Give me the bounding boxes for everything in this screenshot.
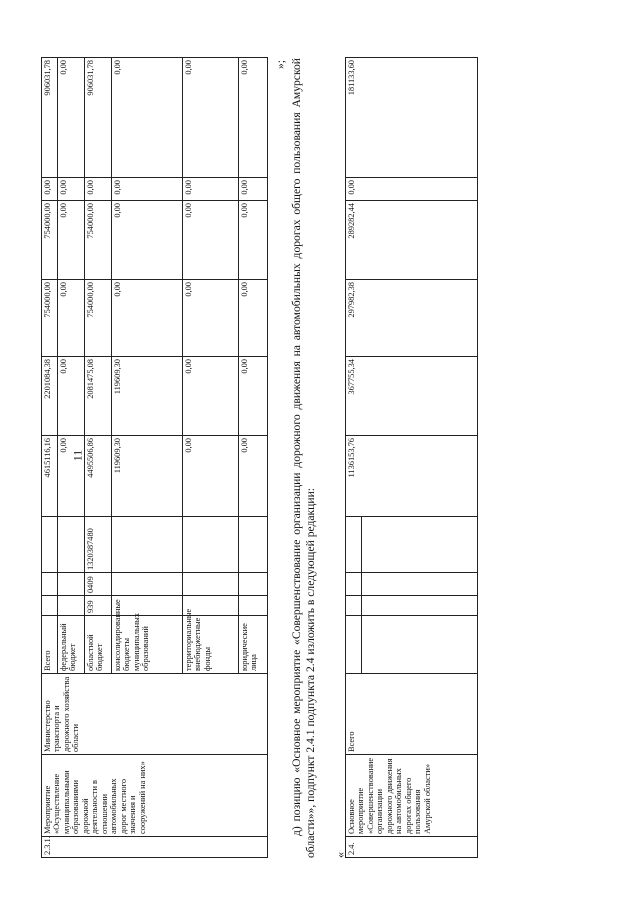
source-cell: федеральный бюджет	[58, 615, 85, 673]
value-cell: 367755,34	[346, 356, 478, 435]
budget-table-2-4	[345, 57, 478, 858]
value-cell: 0,00	[58, 435, 85, 516]
value-cell: 906031,78	[42, 57, 58, 177]
value-cell: 0,00	[239, 435, 268, 516]
value-cell: 0,00	[58, 356, 85, 435]
table-row	[346, 57, 362, 857]
value-cell: 0,00	[58, 57, 85, 177]
source-cell: Всего	[42, 615, 58, 673]
source-cell: консолидированные бюджеты муниципальных образований	[112, 615, 183, 673]
csr-cell	[58, 516, 85, 572]
value-cell: 0,00	[239, 57, 268, 177]
value-cell: 0,00	[183, 356, 239, 435]
opening-quote: «	[333, 851, 347, 858]
value-cell: 0,00	[183, 57, 239, 177]
amendment-text: д) позицию «Основное мероприятие «Совершенствование организации дорожного движения на автомобильных дорогах общего пользования Амурской области»», подпункт 2.4.1 подпункта 2.4 изложить в следующей редакции:	[290, 57, 318, 858]
value-cell: 0,00	[112, 57, 183, 177]
value-cell: 754000,00	[85, 279, 112, 356]
value-cell: 0,00	[346, 177, 478, 200]
value-cell: 0,00	[183, 200, 239, 279]
measure-name: Мероприятие «Осуществление муниципальными образованиями дорожной деятельности в отношении автомобильных дорог местного значения и сооружений на них»	[42, 754, 268, 836]
budget-table-2-3-1	[41, 57, 268, 858]
grbs-cell	[58, 595, 85, 615]
value-cell: 4495506,86	[85, 435, 112, 516]
document-sheet	[40, 33, 600, 873]
rz-cell	[58, 572, 85, 595]
amendment-paragraph	[274, 57, 319, 858]
value-cell: 119609,30	[112, 435, 183, 516]
value-cell: 2201084,38	[42, 356, 58, 435]
source-cell: областной бюджет	[85, 615, 112, 673]
value-cell: 0,00	[183, 435, 239, 516]
value-cell: 754000,00	[42, 279, 58, 356]
table-row	[42, 57, 58, 857]
value-cell: 0,00	[239, 356, 268, 435]
value-cell: 0,00	[112, 177, 183, 200]
value-cell: 181133,60	[346, 57, 478, 177]
grbs-cell	[42, 595, 58, 615]
value-cell: 754000,00	[85, 200, 112, 279]
value-cell: 0,00	[58, 200, 85, 279]
executor-name: Министерство транспорта и дорожного хозяйства области	[42, 673, 268, 754]
value-cell: 0,00	[239, 177, 268, 200]
closing-quote: »;	[274, 59, 287, 69]
grbs-cell: 939	[85, 595, 112, 615]
value-cell: 906031,78	[85, 57, 112, 177]
source-cell: юридические лица	[239, 615, 268, 673]
rz-cell: 0409	[85, 572, 112, 595]
csr-cell	[112, 516, 183, 572]
value-cell: 0,00	[58, 177, 85, 200]
rz-cell	[42, 572, 58, 595]
csr-cell	[42, 516, 58, 572]
value-cell: 297982,38	[346, 279, 478, 356]
page-number: 11	[70, 449, 85, 462]
row-number: 2.3.1.	[42, 836, 268, 857]
value-cell: 0,00	[239, 279, 268, 356]
value-cell: 0,00	[183, 177, 239, 200]
value-cell: 0,00	[112, 279, 183, 356]
grbs-cell	[239, 595, 268, 615]
value-cell: 119609,30	[112, 356, 183, 435]
value-cell: 754000,00	[42, 200, 58, 279]
csr-cell	[183, 516, 239, 572]
source-cell: территориальные внебюджетные фонды	[183, 615, 239, 673]
source-cell: Всего	[346, 673, 478, 754]
row-number: 2.4.	[346, 836, 478, 857]
value-cell: 0,00	[42, 177, 58, 200]
csr-cell: 1320387480	[85, 516, 112, 572]
value-cell: 289282,44	[346, 200, 478, 279]
value-cell: 0,00	[183, 279, 239, 356]
value-cell: 0,00	[85, 177, 112, 200]
measure-name: Основное мероприятие «Совершенствование организации дорожного движения на автомобильных дорогах общего пользования Амурской области»	[346, 754, 478, 836]
rz-cell	[112, 572, 183, 595]
value-cell: 0,00	[58, 279, 85, 356]
csr-cell	[239, 516, 268, 572]
value-cell: 4615116,16	[42, 435, 58, 516]
value-cell: 0,00	[112, 200, 183, 279]
value-cell: 1136153,76	[346, 435, 478, 516]
rz-cell	[239, 572, 268, 595]
value-cell: 0,00	[239, 200, 268, 279]
value-cell: 2081475,08	[85, 356, 112, 435]
rz-cell	[183, 572, 239, 595]
